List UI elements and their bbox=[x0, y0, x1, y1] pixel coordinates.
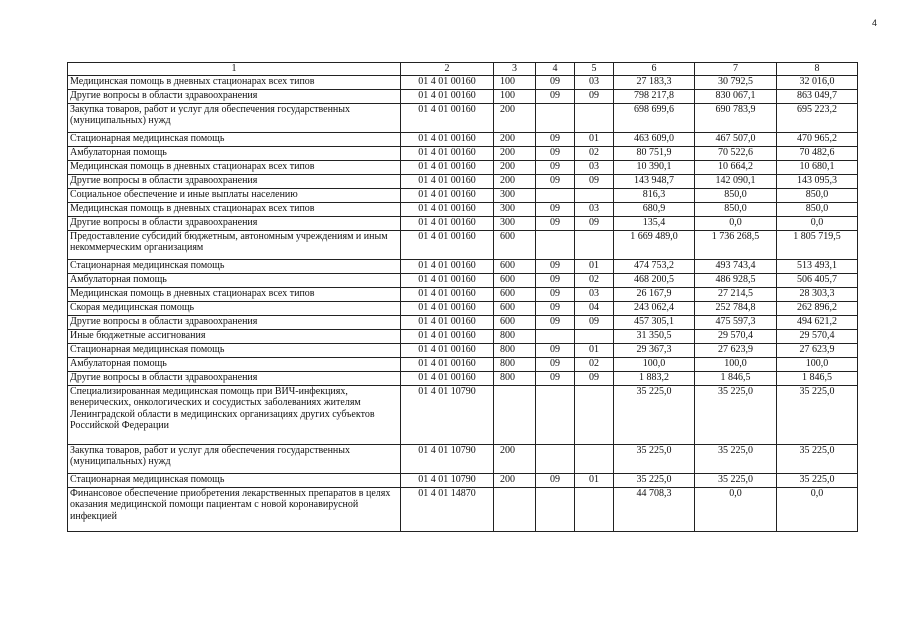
section-cell: 09 bbox=[536, 174, 575, 188]
amount-year2-cell: 0,0 bbox=[695, 216, 777, 230]
amount-year2-cell: 30 792,5 bbox=[695, 75, 777, 89]
expense-type-cell: 800 bbox=[494, 329, 536, 343]
subsection-cell bbox=[575, 188, 614, 202]
table-row bbox=[68, 301, 858, 315]
expense-type-cell: 200 bbox=[494, 132, 536, 146]
target-article-cell: 01 4 01 00160 bbox=[401, 357, 494, 371]
table-row bbox=[68, 103, 858, 132]
subsection-cell: 01 bbox=[575, 343, 614, 357]
amount-year1-cell: 143 948,7 bbox=[614, 174, 695, 188]
amount-year1-cell: 680,9 bbox=[614, 202, 695, 216]
amount-year1-cell: 44 708,3 bbox=[614, 487, 695, 531]
amount-year1-cell: 31 350,5 bbox=[614, 329, 695, 343]
amount-year3-cell: 100,0 bbox=[777, 357, 858, 371]
amount-year3-cell: 513 493,1 bbox=[777, 259, 858, 273]
section-cell: 09 bbox=[536, 132, 575, 146]
target-article-cell: 01 4 01 00160 bbox=[401, 230, 494, 259]
target-article-cell: 01 4 01 00160 bbox=[401, 315, 494, 329]
amount-year3-cell: 27 623,9 bbox=[777, 343, 858, 357]
subsection-cell: 02 bbox=[575, 273, 614, 287]
expense-type-cell: 200 bbox=[494, 103, 536, 132]
table-row bbox=[68, 188, 858, 202]
table-row bbox=[68, 287, 858, 301]
expense-type-cell: 600 bbox=[494, 287, 536, 301]
table-row bbox=[68, 259, 858, 273]
row-name-cell: Другие вопросы в области здравоохранения bbox=[68, 315, 401, 329]
amount-year2-cell: 252 784,8 bbox=[695, 301, 777, 315]
row-name-cell: Стационарная медицинская помощь bbox=[68, 132, 401, 146]
expense-type-cell: 600 bbox=[494, 301, 536, 315]
subsection-cell: 01 bbox=[575, 259, 614, 273]
table-row bbox=[68, 357, 858, 371]
target-article-cell: 01 4 01 10790 bbox=[401, 385, 494, 444]
amount-year1-cell: 1 883,2 bbox=[614, 371, 695, 385]
row-name-cell: Амбулаторная помощь bbox=[68, 357, 401, 371]
section-cell: 09 bbox=[536, 89, 575, 103]
amount-year1-cell: 10 390,1 bbox=[614, 160, 695, 174]
section-cell bbox=[536, 103, 575, 132]
subsection-cell bbox=[575, 444, 614, 473]
amount-year1-cell: 474 753,2 bbox=[614, 259, 695, 273]
row-name-cell: Другие вопросы в области здравоохранения bbox=[68, 174, 401, 188]
amount-year2-cell: 475 597,3 bbox=[695, 315, 777, 329]
amount-year3-cell: 143 095,3 bbox=[777, 174, 858, 188]
section-cell: 09 bbox=[536, 75, 575, 89]
table-row bbox=[68, 315, 858, 329]
amount-year3-cell: 494 621,2 bbox=[777, 315, 858, 329]
row-name-cell: Социальное обеспечение и иные выплаты населению bbox=[68, 188, 401, 202]
header-cell: 1 bbox=[68, 63, 401, 76]
amount-year3-cell: 850,0 bbox=[777, 202, 858, 216]
expense-type-cell: 600 bbox=[494, 273, 536, 287]
amount-year2-cell: 467 507,0 bbox=[695, 132, 777, 146]
amount-year1-cell: 243 062,4 bbox=[614, 301, 695, 315]
target-article-cell: 01 4 01 00160 bbox=[401, 273, 494, 287]
section-cell bbox=[536, 188, 575, 202]
amount-year3-cell: 850,0 bbox=[777, 188, 858, 202]
target-article-cell: 01 4 01 10790 bbox=[401, 473, 494, 487]
target-article-cell: 01 4 01 00160 bbox=[401, 174, 494, 188]
table-row bbox=[68, 174, 858, 188]
expense-type-cell: 300 bbox=[494, 216, 536, 230]
amount-year1-cell: 100,0 bbox=[614, 357, 695, 371]
table-row bbox=[68, 371, 858, 385]
amount-year3-cell: 506 405,7 bbox=[777, 273, 858, 287]
amount-year3-cell: 35 225,0 bbox=[777, 444, 858, 473]
header-cell: 4 bbox=[536, 63, 575, 76]
expense-type-cell: 600 bbox=[494, 315, 536, 329]
target-article-cell: 01 4 01 10790 bbox=[401, 444, 494, 473]
amount-year2-cell: 830 067,1 bbox=[695, 89, 777, 103]
table-row bbox=[68, 444, 858, 473]
expense-type-cell: 100 bbox=[494, 75, 536, 89]
expense-type-cell: 300 bbox=[494, 188, 536, 202]
row-name-cell: Предоставление субсидий бюджетным, автономным учреждениям и иным некоммерческим организациям bbox=[68, 230, 401, 259]
subsection-cell: 03 bbox=[575, 160, 614, 174]
target-article-cell: 01 4 01 00160 bbox=[401, 287, 494, 301]
expense-type-cell: 600 bbox=[494, 259, 536, 273]
subsection-cell: 01 bbox=[575, 132, 614, 146]
section-cell: 09 bbox=[536, 202, 575, 216]
table-row bbox=[68, 273, 858, 287]
target-article-cell: 01 4 01 00160 bbox=[401, 202, 494, 216]
subsection-cell bbox=[575, 103, 614, 132]
amount-year3-cell: 262 896,2 bbox=[777, 301, 858, 315]
table-row bbox=[68, 89, 858, 103]
target-article-cell: 01 4 01 00160 bbox=[401, 329, 494, 343]
amount-year3-cell: 1 805 719,5 bbox=[777, 230, 858, 259]
amount-year2-cell: 10 664,2 bbox=[695, 160, 777, 174]
amount-year1-cell: 457 305,1 bbox=[614, 315, 695, 329]
subsection-cell bbox=[575, 329, 614, 343]
table-row bbox=[68, 146, 858, 160]
amount-year2-cell: 35 225,0 bbox=[695, 473, 777, 487]
amount-year1-cell: 26 167,9 bbox=[614, 287, 695, 301]
target-article-cell: 01 4 01 00160 bbox=[401, 132, 494, 146]
header-cell: 3 bbox=[494, 63, 536, 76]
target-article-cell: 01 4 01 00160 bbox=[401, 160, 494, 174]
header-cell: 5 bbox=[575, 63, 614, 76]
section-cell: 09 bbox=[536, 301, 575, 315]
expense-type-cell: 200 bbox=[494, 160, 536, 174]
amount-year2-cell: 35 225,0 bbox=[695, 444, 777, 473]
amount-year1-cell: 698 699,6 bbox=[614, 103, 695, 132]
section-cell bbox=[536, 230, 575, 259]
table-row bbox=[68, 216, 858, 230]
table-row bbox=[68, 160, 858, 174]
amount-year2-cell: 850,0 bbox=[695, 188, 777, 202]
subsection-cell: 01 bbox=[575, 473, 614, 487]
amount-year3-cell: 70 482,6 bbox=[777, 146, 858, 160]
amount-year3-cell: 35 225,0 bbox=[777, 385, 858, 444]
target-article-cell: 01 4 01 14870 bbox=[401, 487, 494, 531]
table-row bbox=[68, 75, 858, 89]
section-cell bbox=[536, 329, 575, 343]
amount-year2-cell: 690 783,9 bbox=[695, 103, 777, 132]
header-cell: 2 bbox=[401, 63, 494, 76]
amount-year3-cell: 32 016,0 bbox=[777, 75, 858, 89]
amount-year1-cell: 35 225,0 bbox=[614, 385, 695, 444]
section-cell: 09 bbox=[536, 216, 575, 230]
section-cell: 09 bbox=[536, 315, 575, 329]
target-article-cell: 01 4 01 00160 bbox=[401, 259, 494, 273]
amount-year2-cell: 27 214,5 bbox=[695, 287, 777, 301]
page-number: 4 bbox=[872, 18, 878, 28]
expense-type-cell: 300 bbox=[494, 202, 536, 216]
amount-year2-cell: 142 090,1 bbox=[695, 174, 777, 188]
amount-year2-cell: 35 225,0 bbox=[695, 385, 777, 444]
subsection-cell bbox=[575, 385, 614, 444]
subsection-cell: 04 bbox=[575, 301, 614, 315]
target-article-cell: 01 4 01 00160 bbox=[401, 188, 494, 202]
row-name-cell: Другие вопросы в области здравоохранения bbox=[68, 89, 401, 103]
section-cell: 09 bbox=[536, 287, 575, 301]
target-article-cell: 01 4 01 00160 bbox=[401, 103, 494, 132]
amount-year2-cell: 493 743,4 bbox=[695, 259, 777, 273]
amount-year1-cell: 135,4 bbox=[614, 216, 695, 230]
expense-type-cell: 200 bbox=[494, 174, 536, 188]
target-article-cell: 01 4 01 00160 bbox=[401, 301, 494, 315]
section-cell: 09 bbox=[536, 146, 575, 160]
expense-type-cell bbox=[494, 385, 536, 444]
expense-type-cell: 800 bbox=[494, 343, 536, 357]
amount-year3-cell: 470 965,2 bbox=[777, 132, 858, 146]
target-article-cell: 01 4 01 00160 bbox=[401, 89, 494, 103]
section-cell: 09 bbox=[536, 357, 575, 371]
amount-year3-cell: 863 049,7 bbox=[777, 89, 858, 103]
expense-type-cell: 800 bbox=[494, 371, 536, 385]
section-cell bbox=[536, 487, 575, 531]
subsection-cell bbox=[575, 487, 614, 531]
header-cell: 7 bbox=[695, 63, 777, 76]
amount-year3-cell: 35 225,0 bbox=[777, 473, 858, 487]
header-row bbox=[68, 63, 858, 76]
expense-type-cell: 800 bbox=[494, 357, 536, 371]
amount-year1-cell: 35 225,0 bbox=[614, 473, 695, 487]
row-name-cell: Закупка товаров, работ и услуг для обеспечения государственных (муниципальных) нужд bbox=[68, 444, 401, 473]
expense-type-cell: 600 bbox=[494, 230, 536, 259]
target-article-cell: 01 4 01 00160 bbox=[401, 371, 494, 385]
subsection-cell: 03 bbox=[575, 75, 614, 89]
amount-year3-cell: 695 223,2 bbox=[777, 103, 858, 132]
subsection-cell: 02 bbox=[575, 146, 614, 160]
budget-table bbox=[67, 62, 858, 532]
row-name-cell: Другие вопросы в области здравоохранения bbox=[68, 216, 401, 230]
amount-year3-cell: 28 303,3 bbox=[777, 287, 858, 301]
table-row bbox=[68, 343, 858, 357]
subsection-cell: 09 bbox=[575, 216, 614, 230]
table-row bbox=[68, 385, 858, 444]
row-name-cell: Стационарная медицинская помощь bbox=[68, 259, 401, 273]
row-name-cell: Специализированная медицинская помощь при ВИЧ-инфекциях, венерических, онкологических и сосудистых заболеваниях жителям Ленинградской области в медицинских организациях других субъектов Российской Федерации bbox=[68, 385, 401, 444]
amount-year1-cell: 1 669 489,0 bbox=[614, 230, 695, 259]
target-article-cell: 01 4 01 00160 bbox=[401, 75, 494, 89]
row-name-cell: Амбулаторная помощь bbox=[68, 273, 401, 287]
amount-year3-cell: 29 570,4 bbox=[777, 329, 858, 343]
section-cell: 09 bbox=[536, 371, 575, 385]
expense-type-cell: 200 bbox=[494, 146, 536, 160]
section-cell: 09 bbox=[536, 343, 575, 357]
amount-year1-cell: 468 200,5 bbox=[614, 273, 695, 287]
target-article-cell: 01 4 01 00160 bbox=[401, 146, 494, 160]
amount-year2-cell: 1 846,5 bbox=[695, 371, 777, 385]
amount-year1-cell: 816,3 bbox=[614, 188, 695, 202]
subsection-cell: 09 bbox=[575, 89, 614, 103]
header-cell: 8 bbox=[777, 63, 858, 76]
section-cell: 09 bbox=[536, 160, 575, 174]
target-article-cell: 01 4 01 00160 bbox=[401, 343, 494, 357]
amount-year2-cell: 486 928,5 bbox=[695, 273, 777, 287]
row-name-cell: Стационарная медицинская помощь bbox=[68, 473, 401, 487]
header-cell: 6 bbox=[614, 63, 695, 76]
subsection-cell: 09 bbox=[575, 371, 614, 385]
table-row bbox=[68, 487, 858, 531]
row-name-cell: Медицинская помощь в дневных стационарах всех типов bbox=[68, 75, 401, 89]
amount-year1-cell: 798 217,8 bbox=[614, 89, 695, 103]
amount-year1-cell: 29 367,3 bbox=[614, 343, 695, 357]
table-row bbox=[68, 329, 858, 343]
section-cell: 09 bbox=[536, 473, 575, 487]
row-name-cell: Иные бюджетные ассигнования bbox=[68, 329, 401, 343]
amount-year1-cell: 35 225,0 bbox=[614, 444, 695, 473]
subsection-cell: 02 bbox=[575, 357, 614, 371]
subsection-cell: 03 bbox=[575, 202, 614, 216]
section-cell: 09 bbox=[536, 259, 575, 273]
row-name-cell: Закупка товаров, работ и услуг для обеспечения государственных (муниципальных) нужд bbox=[68, 103, 401, 132]
amount-year3-cell: 0,0 bbox=[777, 487, 858, 531]
amount-year3-cell: 1 846,5 bbox=[777, 371, 858, 385]
amount-year1-cell: 27 183,3 bbox=[614, 75, 695, 89]
table-row bbox=[68, 132, 858, 146]
expense-type-cell: 200 bbox=[494, 444, 536, 473]
subsection-cell: 03 bbox=[575, 287, 614, 301]
amount-year2-cell: 850,0 bbox=[695, 202, 777, 216]
table-row bbox=[68, 202, 858, 216]
amount-year1-cell: 463 609,0 bbox=[614, 132, 695, 146]
row-name-cell: Скорая медицинская помощь bbox=[68, 301, 401, 315]
section-cell bbox=[536, 385, 575, 444]
amount-year2-cell: 100,0 bbox=[695, 357, 777, 371]
subsection-cell bbox=[575, 230, 614, 259]
expense-type-cell: 200 bbox=[494, 473, 536, 487]
subsection-cell: 09 bbox=[575, 315, 614, 329]
row-name-cell: Медицинская помощь в дневных стационарах всех типов bbox=[68, 160, 401, 174]
amount-year2-cell: 27 623,9 bbox=[695, 343, 777, 357]
row-name-cell: Финансовое обеспечение приобретения лекарственных препаратов в целях оказания медицинской помощи пациентам с новой коронавирусной инфекцией bbox=[68, 487, 401, 531]
amount-year1-cell: 80 751,9 bbox=[614, 146, 695, 160]
amount-year2-cell: 70 522,6 bbox=[695, 146, 777, 160]
table-row bbox=[68, 473, 858, 487]
target-article-cell: 01 4 01 00160 bbox=[401, 216, 494, 230]
row-name-cell: Медицинская помощь в дневных стационарах всех типов bbox=[68, 287, 401, 301]
subsection-cell: 09 bbox=[575, 174, 614, 188]
section-cell: 09 bbox=[536, 273, 575, 287]
amount-year2-cell: 0,0 bbox=[695, 487, 777, 531]
amount-year2-cell: 1 736 268,5 bbox=[695, 230, 777, 259]
row-name-cell: Другие вопросы в области здравоохранения bbox=[68, 371, 401, 385]
amount-year2-cell: 29 570,4 bbox=[695, 329, 777, 343]
row-name-cell: Амбулаторная помощь bbox=[68, 146, 401, 160]
table-row bbox=[68, 230, 858, 259]
amount-year3-cell: 10 680,1 bbox=[777, 160, 858, 174]
amount-year3-cell: 0,0 bbox=[777, 216, 858, 230]
row-name-cell: Медицинская помощь в дневных стационарах всех типов bbox=[68, 202, 401, 216]
row-name-cell: Стационарная медицинская помощь bbox=[68, 343, 401, 357]
expense-type-cell bbox=[494, 487, 536, 531]
expense-type-cell: 100 bbox=[494, 89, 536, 103]
section-cell bbox=[536, 444, 575, 473]
